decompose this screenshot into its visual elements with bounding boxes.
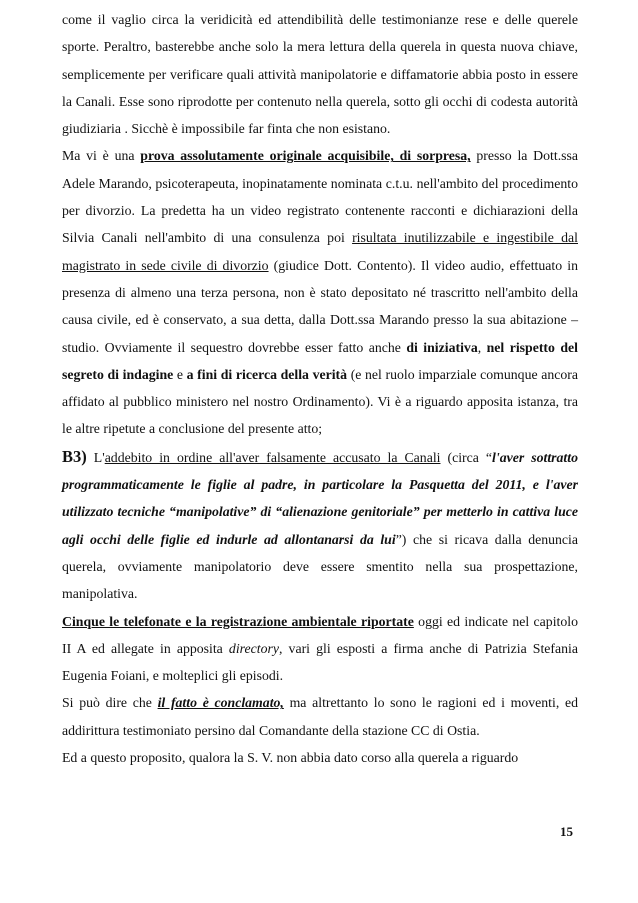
text-run: Ed a questo proposito, qualora la S. V. non abbia dato corso alla querela a riguardo [62, 750, 519, 766]
text-run: ma altrettanto lo sono le ragioni ed i moventi, ed addirittura testimoniato persino dal Comandante della stazione CC di Ostia. [62, 695, 578, 738]
paragraph-2 [62, 142, 578, 442]
text-run: di iniziativa [406, 339, 478, 355]
text-run: e [173, 366, 187, 382]
paragraph-4 [62, 689, 578, 744]
paragraph-3 [62, 608, 578, 690]
text-run: oggi ed indicate nel capitolo II A ed allegate in apposita [62, 613, 578, 656]
text-run: l'aver sottratto programmaticamente le figlie al padre, in particolare la Pasquetta del 2011, e l'aver utilizzato tecniche “manipolative” di “alienazione genitoriale” per metterlo in cattiva luce agli occhi delle figlie ed indurle ad allontanarsi da lui [62, 449, 578, 547]
text-run: a fini di ricerca della verità [186, 366, 348, 382]
text-run: , vari gli esposti a firma anche di Patrizia Stefania Eugenia Foiani, e molteplici gli episodi. [62, 640, 579, 684]
paragraph-5 [62, 744, 578, 771]
text-run: (giudice Dott. Contento). Il video audio, effettuato in presenza di almeno una terza persona, non è stato depositato né trascritto nell'ambito della causa civile, ed è conservato, a sua detta, dalla Dott.ssa Marando presso la sua abitazione – studio. Ovviamente il sequestro dovrebbe esser fatto anche [62, 257, 578, 355]
text-run: come il vaglio circa la veridicità ed attendibilità delle testimonianze rese e delle querele sporte. Peraltro, basterebbe anche solo la mera lettura della querela in questa nuova chiave, semplicemente per verificare quali attività manipolatorie e diffamatorie abbia posto in essere la Canali. Esse sono riprodotte per contenuto nella querela, sotto gli occhi di codesta autorità giudiziaria . Sicchè è impossibile far finta che non esistano. [62, 12, 578, 137]
text-run: , [477, 339, 487, 355]
text-run: nel rispetto del segreto di indagine [62, 339, 578, 382]
paragraph-b3 [62, 443, 578, 608]
text-run: B3) [62, 446, 87, 466]
text-run: Ma vi è una [62, 148, 141, 164]
text-run: Cinque le telefonate e la registrazione ambientale riportate [62, 613, 414, 629]
text-run: presso la Dott.ssa Adele Marando, psicoterapeuta, inopinatamente nominata c.t.u. nell'ambito del procedimento per divorzio. La predetta ha un video registrato contenente racconti e dichiarazioni della Silvia Canali nell'ambito di una consulenza poi [62, 148, 579, 246]
text-run: ”) che si ricava dalla denuncia querela, ovviamente manipolatorio deve essere smentito nella sua prospettazione, manipolativa. [62, 531, 578, 602]
page-number: 15 [560, 824, 573, 839]
text-run: addebito in ordine all'aver falsamente accusato la Canali [104, 449, 441, 465]
paragraph-1 [62, 6, 578, 142]
text-run: (circa “ [440, 449, 493, 465]
text-run: Si può dire che [62, 695, 158, 711]
text-run: risultata inutilizzabile e ingestibile dal magistrato in sede civile di divorzio [62, 230, 578, 273]
text-run: il fatto è conclamato, [157, 695, 284, 711]
body-text [62, 6, 578, 771]
text-run: directory [228, 640, 279, 656]
text-run: L' [86, 449, 105, 465]
text-run: prova assolutamente originale acquisibile, di sorpresa, [140, 148, 471, 164]
text-run: (e nel ruolo imparziale comunque ancora affidato al pubblico ministero nel nostro Ordinamento). Vi è a riguardo apposita istanza, tra le altre ripetute a conclusione del presente atto; [62, 366, 578, 437]
